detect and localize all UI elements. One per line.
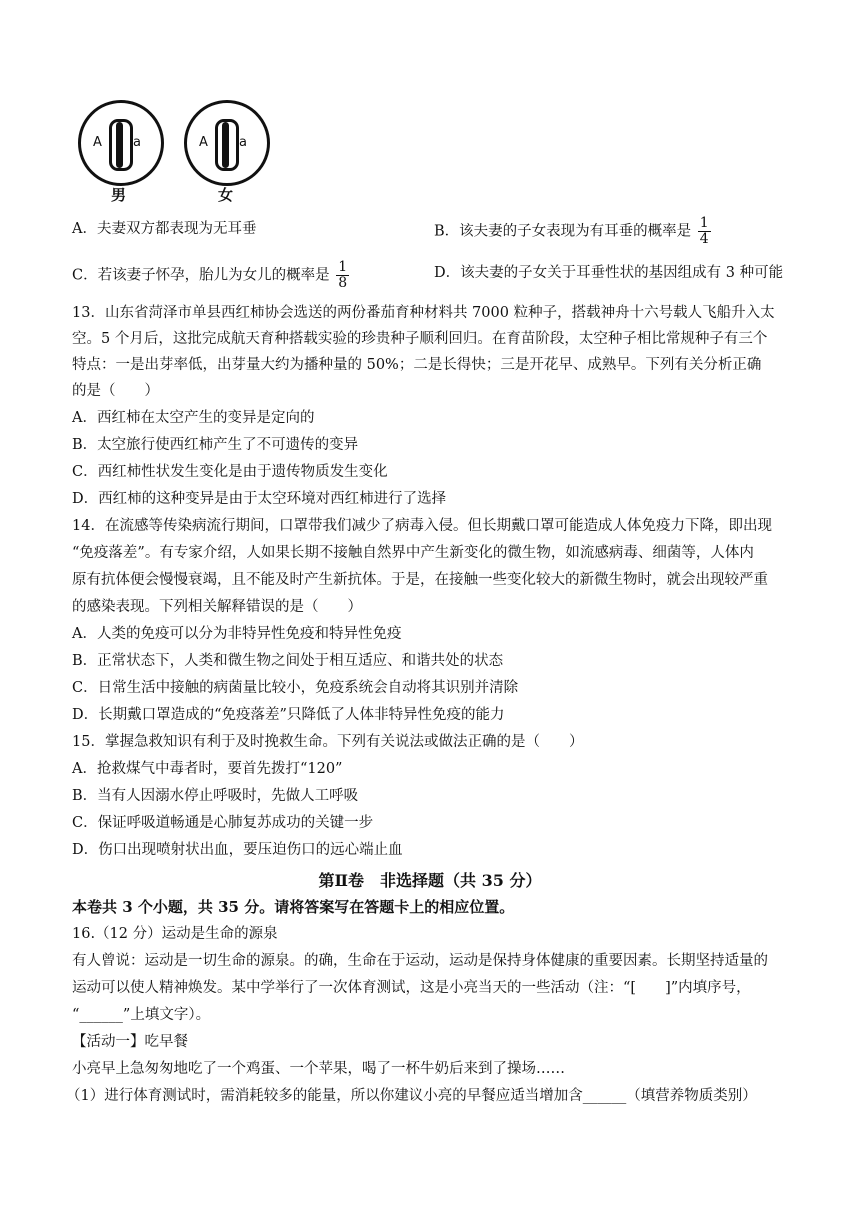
female-cell-figure [184,100,270,186]
q14-option-d: D．长期戴口罩造成的“免疫落差”只降低了人体非特异性免疫的能力 [72,707,505,723]
male-allele-left: A [93,135,102,150]
q16-intro-line-2: 运动可以使人精神焕发。某中学举行了一次体育测试，这是小亮当天的一些活动（注：“[ ]”内填序号， [72,980,751,996]
q12-option-b [434,216,711,247]
fraction-numerator: 1 [699,215,709,231]
q13-option-c: C．西红柿性状发生变化是由于遗传物质发生变化 [72,464,388,480]
q16-subquestion-1: （1）进行体育测试时，需消耗较多的能量，所以你建议小亮的早餐应适当增加含______（填营养物质类别） [66,1088,757,1104]
female-allele-left: A [199,135,208,150]
q16-intro-line-3: “______”上填文字）。 [72,1007,211,1023]
q16-title: 16.（12 分）运动是生命的源泉 [72,926,278,942]
fraction-denominator: 8 [338,275,348,291]
section-heading: 第Ⅱ卷 非选择题（共 35 分） [318,871,542,890]
section-instruction: 本卷共 3 个小题，共 35 分。请将答案写在答题卡上的相应位置。 [72,898,515,916]
male-allele-right: a [133,135,141,150]
male-cell-figure [78,100,164,186]
q12-option-b-text: B．该夫妻的子女表现为有耳垂的概率是 [434,223,692,240]
q12-option-d: D．该夫妻的子女关于耳垂性状的基因组成有 3 种可能 [434,265,784,281]
q15-option-a: A．抢救煤气中毒者时，要首先拨打“120” [72,761,343,777]
q14-stem-line-2: “免疫落差”。有专家介绍，人如果长期不接触自然界中产生新变化的微生物，如流感病毒、细菌等，人体内 [72,545,754,561]
q15-stem: 15．掌握急救知识有利于及时挽救生命。下列有关说法或做法正确的是（ ） [72,734,584,750]
q14-stem-line-4: 的感染表现。下列相关解释错误的是（ ） [72,599,362,615]
q13-option-d: D．西红柿的这种变异是由于太空环境对西红柿进行了选择 [72,491,447,507]
fraction-denominator: 4 [699,231,709,247]
q14-option-c: C．日常生活中接触的病菌量比较小，免疫系统会自动将其识别并清除 [72,680,519,696]
female-label: 女 [218,186,234,204]
female-allele-right: a [239,135,247,150]
q14-stem-line-3: 原有抗体便会慢慢衰竭，且不能及时产生新抗体。于是，在接触一些变化较大的新微生物时，就会出现较严重 [72,572,768,588]
q14-option-a: A．人类的免疫可以分为非特异性免疫和特异性免疫 [72,626,402,642]
q15-option-b: B．当有人因溺水停止呼吸时，先做人工呼吸 [72,788,359,804]
q12-option-a: A．夫妻双方都表现为无耳垂 [72,221,257,237]
q12-option-c [72,260,349,291]
q14-option-b: B．正常状态下，人类和微生物之间处于相互适应、和谐共处的状态 [72,653,504,669]
q12-option-c-text: C．若该妻子怀孕，胎儿为女儿的概率是 [72,267,330,284]
q16-intro-line-1: 有人曾说：运动是一切生命的源泉。的确，生命在于运动，运动是保持身体健康的重要因素。长期坚持适量的 [72,953,768,969]
q15-option-c: C．保证呼吸道畅通是心肺复苏成功的关键一步 [72,815,374,831]
fraction-numerator: 1 [338,259,348,275]
fraction-one-quarter [698,216,711,247]
q14-stem-line-1: 14．在流感等传染病流行期间，口罩带我们减少了病毒入侵。但长期戴口罩可能造成人体免疫力下降，即出现 [72,518,772,534]
q13-stem-line-1: 13．山东省菏泽市单县西红柿协会选送的两份番茄育种材料共 7000 粒种子，搭载神舟十六号载人飞船升入太 [72,305,775,321]
male-chromosome-1 [109,119,133,171]
q13-option-a: A．西红柿在太空产生的变异是定向的 [72,410,315,426]
male-label: 男 [111,186,127,204]
q13-stem-line-4: 的是（ ） [72,383,159,399]
q16-activity1-text: 小亮早上急匆匆地吃了一个鸡蛋、一个苹果，喝了一杯牛奶后来到了操场…… [72,1061,565,1077]
q16-activity1-title: 【活动一】吃早餐 [72,1034,188,1050]
q13-stem-line-3: 特点：一是出芽率低，出芽量大约为播种量的 50%；二是长得快；三是开花早、成熟早。下列有关分析正确 [72,357,762,373]
female-chromosome-1 [215,119,239,171]
fraction-one-eighth [336,260,349,291]
q13-stem-line-2: 空。5 个月后，这批完成航天育种搭载实验的珍贵种子顺利回归。在育苗阶段，太空种子相比常规种子有三个 [72,331,768,347]
q15-option-d: D．伤口出现喷射状出血，要压迫伤口的远心端止血 [72,842,403,858]
q13-option-b: B．太空旅行使西红柿产生了不可遗传的变异 [72,437,359,453]
